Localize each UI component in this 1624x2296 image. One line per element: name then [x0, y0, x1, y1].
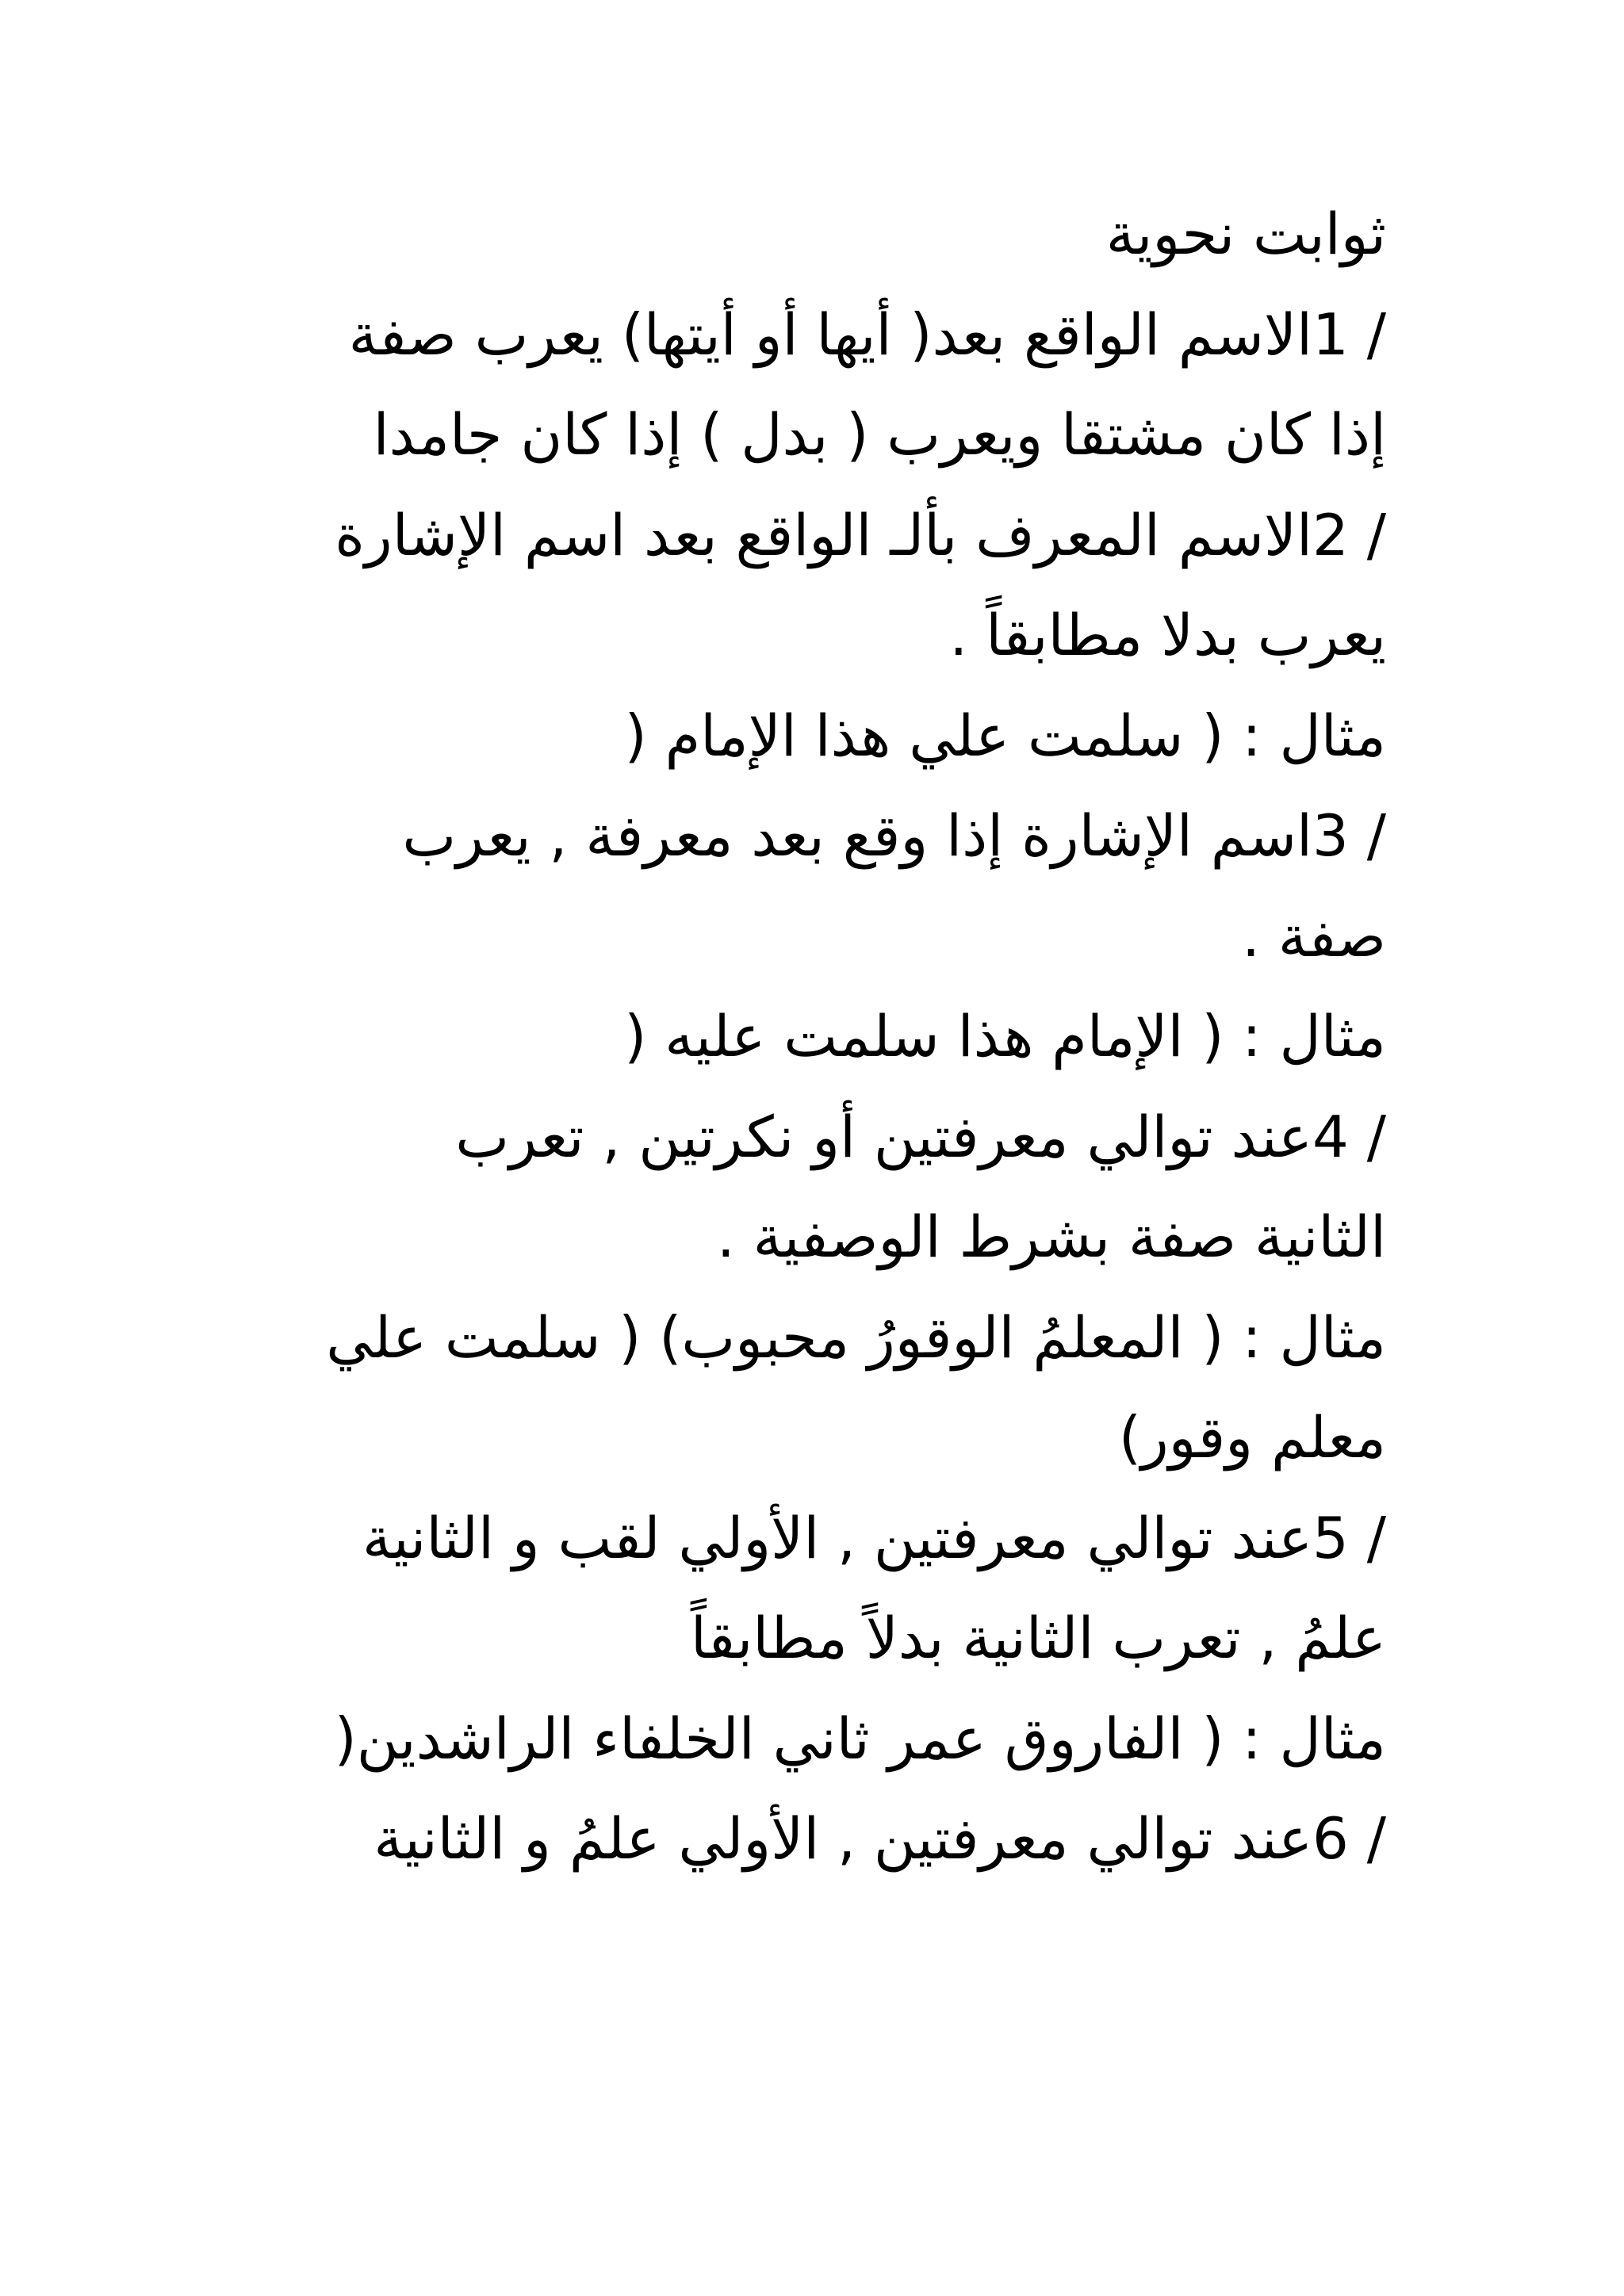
text-line-9: مثال : ( الإمام هذا سلمت عليه ( [624, 1003, 1386, 1070]
text-line-12: مثال : ( المعلمُ الوقورُ محبوب) ( سلمت علي [326, 1303, 1386, 1371]
text-line-17: / 6عند توالي معرفتين , الأولي علمُ و الثانية [373, 1805, 1386, 1872]
text-line-14: / 5عند توالي معرفتين , الأولي لقب و الثانية [362, 1504, 1386, 1571]
text-line-13: معلم وقور) [1118, 1404, 1386, 1471]
text-line-15: علمُ , تعرب الثانية بدلاً مطابقاً [690, 1605, 1386, 1671]
text-line-11: الثانية صفة بشرط الوصفية . [716, 1203, 1386, 1270]
document-text [197, 184, 1386, 1889]
text-line-5: يعرب بدلا مطابقاً . [949, 602, 1386, 668]
text-line-8: صفة . [1242, 902, 1386, 970]
text-line-4: / 2الاسم المعرف بألـ الواقع بعد اسم الإشارة [335, 501, 1386, 568]
text-line-10: / 4عند توالي معرفتين أو نكرتين , تعرب [455, 1103, 1386, 1170]
text-line-3: إذا كان مشتقا ويعرب ( بدل ) إذا كان جامدا [373, 401, 1386, 468]
text-line-6: مثال : ( سلمت علي هذا الإمام ( [624, 702, 1386, 769]
text-line-7: / 3اسم الإشارة إذا وقع بعد معرفة , يعرب [402, 802, 1386, 869]
text-line-2: / 1الاسم الواقع بعد( أيها أو أيتها) يعرب صفة [348, 300, 1386, 368]
text-line-16: مثال : ( الفاروق عمر ثاني الخلفاء الراشدين( [334, 1705, 1386, 1772]
text-line-1: ثوابت نحوية [1105, 201, 1386, 267]
